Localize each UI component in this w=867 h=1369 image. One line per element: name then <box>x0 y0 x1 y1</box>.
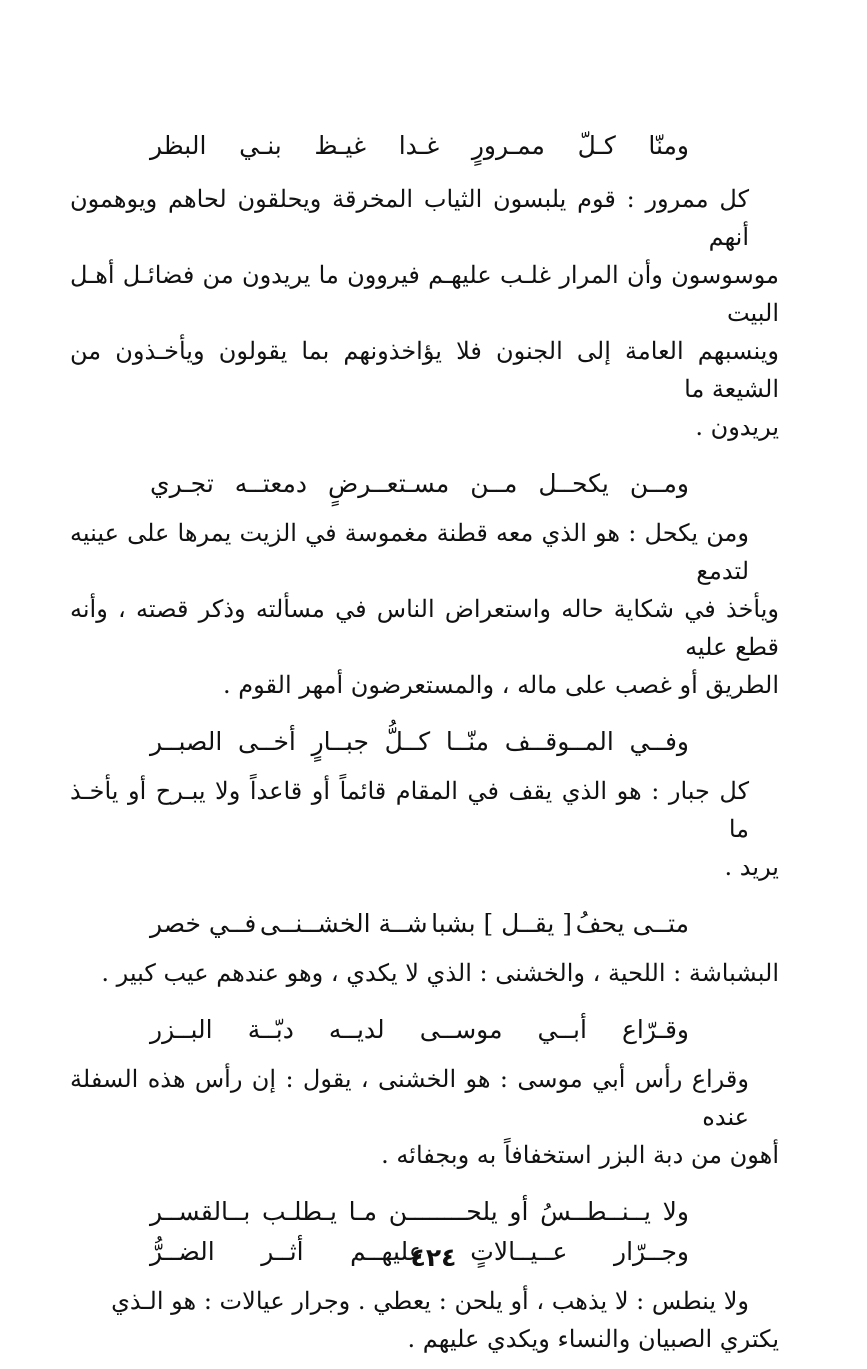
verse-word: بنـي <box>239 131 282 160</box>
verse-word: دبّــة <box>247 1015 294 1044</box>
verse-word: أثــر <box>261 1237 304 1266</box>
paragraph-line: ويأخذ في شكاية حاله واستعراض الناس في مسألته وذكر قصته ، وأنه قطع عليه <box>70 595 779 661</box>
verse-word: يــنــطــسُ <box>540 1197 651 1226</box>
commentary-paragraph <box>70 954 779 992</box>
verse-word: يلحــــــــن <box>388 1197 498 1226</box>
verse-word: مــن <box>470 469 518 498</box>
verse-line <box>150 904 689 944</box>
commentary-paragraph <box>70 1282 779 1358</box>
paragraph-line: الطريق أو غصب على ماله ، والمستعرضون أمهر القوم . <box>223 671 779 699</box>
verse-word: المــوقــف <box>504 727 614 756</box>
verse-word: ومــن <box>629 469 689 498</box>
verse-word: لديــه <box>328 1015 385 1044</box>
paragraph-line: وينسبهم العامة إلى الجنون فلا يؤاخذونهم بما يقولون ويأخـذون من الشيعة ما <box>70 337 779 403</box>
verse-line <box>150 722 689 762</box>
paragraph-line: موسوسون وأن المرار غلـب عليهـم فيروون ما يريدون من فضائـل أهـل البيت <box>70 261 779 327</box>
verse-word: الصبــر <box>150 727 223 756</box>
paragraph-line: ومن يكحل : هو الذي معه قطنة مغموسة في الزيت يمرها على عينيه لتدمع <box>70 519 749 585</box>
verse-word: [ يقــل ] بشبا <box>431 909 573 938</box>
verse-word: ولا <box>662 1197 689 1226</box>
verse-word: البــزر <box>150 1015 213 1044</box>
verse-word: البظر <box>150 131 207 160</box>
verse-word: أخــى <box>237 727 296 756</box>
verse-line <box>150 1192 689 1232</box>
page-number: ٤٢٤ <box>410 1243 457 1272</box>
commentary-paragraph <box>70 1060 779 1174</box>
commentary-paragraph <box>70 772 779 886</box>
verse-word: أبــي <box>537 1015 587 1044</box>
verse-word: وفــي <box>629 727 689 756</box>
verse-word: تجـري <box>150 469 214 498</box>
verse-word: شــة الخشــنــى <box>259 909 428 938</box>
verse-word: ممـرورٍ <box>471 131 545 160</box>
verse-word: كــلُّ <box>384 727 431 756</box>
verse-word: عــيــالاتٍ <box>470 1237 568 1266</box>
verse-word: دمعتــه <box>234 469 307 498</box>
paragraph-line: يكتري الصبيان والنساء ويكدي عليهم . <box>407 1325 779 1353</box>
verse-word: وقـرّاع <box>621 1015 689 1044</box>
verse-line <box>150 1010 689 1050</box>
paragraph-line: كل ممرور : قوم يلبسون الثياب المخرقة ويحلقون لحاهم ويوهمون أنهم <box>70 185 749 251</box>
paragraph-line: البشباشة : اللحية ، والخشنى : الذي لا يكدي ، وهو عندهم عيب كبير . <box>101 959 779 987</box>
verse-word: غيـظ <box>314 131 367 160</box>
verse-word: متــى يحفُ <box>575 909 689 938</box>
verse-word: مـا <box>348 1197 377 1226</box>
paragraph-line: أهون من دبة البزر استخفافاً به وبجفائه . <box>381 1141 779 1169</box>
verse-word: الضــرُّ <box>150 1237 215 1266</box>
verse-line <box>150 464 689 504</box>
verse-word: منّــا <box>445 727 490 756</box>
verse-word: بــالقســر <box>150 1197 251 1226</box>
commentary-paragraph <box>70 514 779 704</box>
verse-word: يكحــل <box>538 469 609 498</box>
paragraph-line: وقراع رأس أبي موسى : هو الخشنى ، يقول : إن رأس هذه السفلة عنده <box>70 1065 749 1131</box>
verse-word: يـطلـب <box>261 1197 337 1226</box>
paragraph-line: كل جبار : هو الذي يقف في المقام قائماً أو قاعداً ولا يبـرح أو يأخـذ ما <box>70 777 749 843</box>
verse-word: موســى <box>419 1015 503 1044</box>
verse-word: مسـتعــرضٍ <box>327 469 450 498</box>
verse-word: أو <box>509 1197 529 1226</box>
commentary-paragraph <box>70 180 779 446</box>
verse-word: كـلّ <box>577 131 616 160</box>
verse-word: جبــارٍ <box>311 727 369 756</box>
verse-word: فــي خصر <box>150 909 257 938</box>
verse-word: ومنّا <box>648 131 689 160</box>
verse-word: وجــرّار <box>614 1237 689 1266</box>
paragraph-line: يريد . <box>724 853 779 881</box>
verse-word: غـدا <box>398 131 440 160</box>
verse-line <box>150 126 689 166</box>
paragraph-line: ولا ينطس : لا يذهب ، أو يلحن : يعطي . وجرار عيالات : هو الـذي <box>111 1287 749 1315</box>
verse-word: عليهــم <box>350 1237 424 1266</box>
paragraph-line: يريدون . <box>695 413 779 441</box>
